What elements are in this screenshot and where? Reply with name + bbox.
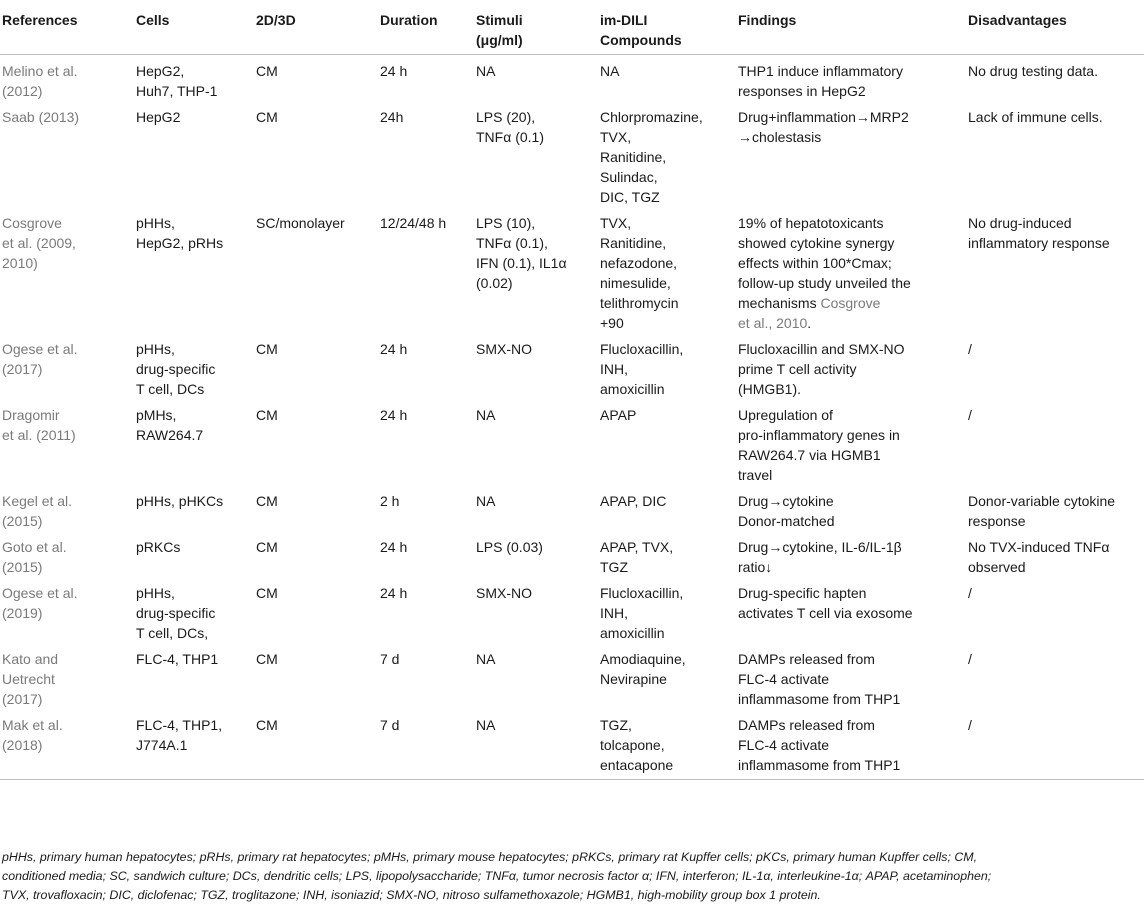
cell-dimension <box>252 336 376 402</box>
cell-text: INH, <box>600 360 628 377</box>
cell-duration <box>376 54 472 104</box>
cell-text: / <box>968 340 972 357</box>
cell-text: Flucloxacillin, <box>600 340 684 357</box>
cell-text: / <box>968 406 972 423</box>
cell-text: DAMPs released from <box>738 716 875 733</box>
cell-disadvantages <box>964 712 1144 780</box>
header-text: Duration <box>380 12 438 28</box>
cell-text: Drug-specific hapten <box>738 584 867 601</box>
cell-duration <box>376 646 472 712</box>
cell-text: drug-specific <box>136 604 216 621</box>
cell-text: Ogese et al. <box>2 584 78 601</box>
cell-stimuli <box>472 646 596 712</box>
cell-references <box>0 54 132 104</box>
cell-text: CM <box>256 108 278 125</box>
cell-text: 24 h <box>380 340 408 357</box>
cell-text: No drug testing data. <box>968 62 1098 79</box>
cell-compounds <box>596 104 734 210</box>
header-text: im-DILI <box>600 12 648 28</box>
column-header-compounds <box>596 0 734 54</box>
cell-text: NA <box>476 406 496 423</box>
cell-text: follow-up study unveiled the <box>738 274 911 291</box>
cell-text: Kato and <box>2 650 59 667</box>
cell-findings <box>734 712 964 780</box>
cell-references <box>0 104 132 210</box>
cell-text: 24 h <box>380 538 408 555</box>
cell-text: inflammatory response <box>968 234 1110 251</box>
cell-dimension <box>252 488 376 534</box>
cell-text: Dragomir <box>2 406 60 423</box>
cell-text: Donor-matched <box>738 512 835 529</box>
column-header-cells <box>132 0 252 54</box>
cell-findings <box>734 402 964 488</box>
cell-duration <box>376 104 472 210</box>
cell-stimuli <box>472 488 596 534</box>
cell-stimuli <box>472 402 596 488</box>
cell-cells <box>132 646 252 712</box>
cell-disadvantages <box>964 646 1144 712</box>
cell-text: Kegel et al. <box>2 492 73 509</box>
cell-text: activates T cell via exosome <box>738 604 913 621</box>
cell-text: inflammasome from THP1 <box>738 690 901 707</box>
cell-text: amoxicillin <box>600 624 665 641</box>
cell-text: 7 d <box>380 650 400 667</box>
cell-text: (2015) <box>2 512 43 529</box>
cell-text: nefazodone, <box>600 254 678 271</box>
cell-findings <box>734 534 964 580</box>
cell-disadvantages <box>964 402 1144 488</box>
cell-cells <box>132 336 252 402</box>
cell-text: 2 h <box>380 492 400 509</box>
cell-text: pHHs, <box>136 214 175 231</box>
cell-text: INH, <box>600 604 628 621</box>
cell-cells <box>132 712 252 780</box>
cell-text: Upregulation of <box>738 406 833 423</box>
cell-text: TNFα (0.1), <box>476 234 548 251</box>
cell-references <box>0 488 132 534</box>
cell-text: TVX, <box>600 128 632 145</box>
cell-text: tolcapone, <box>600 736 665 753</box>
cell-compounds <box>596 210 734 336</box>
cell-compounds <box>596 488 734 534</box>
cell-text: TNFα (0.1) <box>476 128 544 145</box>
cell-text: 12/24/48 h <box>380 214 447 231</box>
cell-duration <box>376 580 472 646</box>
cell-compounds <box>596 534 734 580</box>
table-header-row <box>0 0 1144 54</box>
cell-text: Drug+inflammation→MRP2 <box>738 108 909 125</box>
cell-text: TGZ <box>600 558 628 575</box>
cell-duration <box>376 534 472 580</box>
cell-text: SC/monolayer <box>256 214 345 231</box>
table-row <box>0 712 1144 780</box>
header-text: Cells <box>136 12 170 28</box>
cell-text: 2010) <box>2 254 38 271</box>
cell-disadvantages <box>964 534 1144 580</box>
cell-text: . <box>807 314 812 331</box>
cell-dimension <box>252 534 376 580</box>
cell-text: CM <box>256 716 278 733</box>
cell-cells <box>132 534 252 580</box>
citation-link[interactable]: et al., 2010 <box>738 314 808 331</box>
cell-references <box>0 402 132 488</box>
cell-text: SMX-NO <box>476 584 532 601</box>
cell-text <box>738 313 958 333</box>
cell-text: NA <box>600 62 620 79</box>
cell-text: prime T cell activity <box>738 360 857 377</box>
cell-references <box>0 336 132 402</box>
cell-text: HepG2 <box>136 108 181 125</box>
cell-text: mechanisms <box>738 294 817 311</box>
table-row <box>0 336 1144 402</box>
cell-text: LPS (10), <box>476 214 536 231</box>
cell-cells <box>132 104 252 210</box>
cell-text: TVX, <box>600 214 632 231</box>
cell-text: CM <box>256 62 278 79</box>
cell-text: Ogese et al. <box>2 340 78 357</box>
cell-text: / <box>968 650 972 667</box>
cell-cells <box>132 54 252 104</box>
header-text: Stimuli <box>476 12 523 28</box>
cell-text: (2015) <box>2 558 43 575</box>
cell-text: (0.02) <box>476 274 513 291</box>
cell-text: pHHs, <box>136 340 175 357</box>
cell-text: NA <box>476 492 496 509</box>
cell-text: telithromycin <box>600 294 679 311</box>
footnote-line: pHHs, primary human hepatocytes; pRHs, primary rat hepatocytes; pMHs, primary mouse hepatocytes; pRKCs, primary rat Kupffer cells; pKCs, primary human Kupffer cells; CM, <box>2 850 978 864</box>
cell-duration <box>376 712 472 780</box>
cell-dimension <box>252 210 376 336</box>
table-row <box>0 580 1144 646</box>
cell-text: 24 h <box>380 62 408 79</box>
cell-disadvantages <box>964 54 1144 104</box>
column-header-references <box>0 0 132 54</box>
cell-disadvantages <box>964 580 1144 646</box>
cell-text: CM <box>256 492 278 509</box>
cell-text: TGZ, <box>600 716 632 733</box>
cell-text: Lack of immune cells. <box>968 108 1103 125</box>
header-text: Compounds <box>600 32 682 48</box>
cell-stimuli <box>472 210 596 336</box>
cell-text: (2019) <box>2 604 43 621</box>
cell-findings <box>734 580 964 646</box>
cell-text: J774A.1 <box>136 736 188 753</box>
cell-text: Uetrecht <box>2 670 55 687</box>
cell-text: Melino et al. <box>2 62 78 79</box>
cell-text: CM <box>256 584 278 601</box>
cell-duration <box>376 336 472 402</box>
cell-disadvantages <box>964 210 1144 336</box>
cell-text: 7 d <box>380 716 400 733</box>
cell-text: IFN (0.1), IL1α <box>476 254 567 271</box>
cell-text: et al. (2009, <box>2 234 76 251</box>
cell-text: T cell, DCs, <box>136 624 209 641</box>
cell-findings <box>734 104 964 210</box>
cell-text: / <box>968 584 972 601</box>
cell-findings <box>734 336 964 402</box>
cell-text: +90 <box>600 314 624 331</box>
cell-text: Ranitidine, <box>600 234 667 251</box>
cell-text: 24 h <box>380 406 408 423</box>
cell-text: / <box>968 716 972 733</box>
cell-text: FLC-4 activate <box>738 736 830 753</box>
cell-text: Flucloxacillin and SMX-NO <box>738 340 905 357</box>
cell-cells <box>132 488 252 534</box>
cell-text: entacapone <box>600 756 674 773</box>
cell-text: drug-specific <box>136 360 216 377</box>
cell-stimuli <box>472 104 596 210</box>
cell-text: NA <box>476 650 496 667</box>
cell-dimension <box>252 712 376 780</box>
cell-findings <box>734 646 964 712</box>
header-text: Findings <box>738 12 797 28</box>
header-text: (μg/ml) <box>476 32 523 48</box>
cell-compounds <box>596 54 734 104</box>
cell-text: DAMPs released from <box>738 650 875 667</box>
column-header-disadvantages <box>964 0 1144 54</box>
table-row <box>0 402 1144 488</box>
cell-text: 19% of hepatotoxicants <box>738 214 884 231</box>
cell-text: RAW264.7 <box>136 426 204 443</box>
cell-dimension <box>252 580 376 646</box>
cell-text: observed <box>968 558 1026 575</box>
cell-cells <box>132 210 252 336</box>
cell-disadvantages <box>964 336 1144 402</box>
cell-text: Drug→cytokine, IL-6/IL-1β <box>738 538 902 555</box>
cell-text: (2017) <box>2 360 43 377</box>
cell-text: Nevirapine <box>600 670 667 687</box>
cell-text: THP1 induce inflammatory <box>738 62 903 79</box>
cell-text: NA <box>476 716 496 733</box>
cell-stimuli <box>472 54 596 104</box>
cell-stimuli <box>472 580 596 646</box>
cell-text <box>738 293 958 313</box>
footnote-line: conditioned media; SC, sandwich culture; DCs, dendritic cells; LPS, lipopolysaccharide; TNFα, tumor necrosis factor α; IFN, interferon; IL-1α, interleukine-1α; APAP, acetaminophen; <box>2 869 992 883</box>
cell-text: APAP, DIC <box>600 492 667 509</box>
cell-text: travel <box>738 466 773 483</box>
cell-text: Amodiaquine, <box>600 650 686 667</box>
header-text: 2D/3D <box>256 12 296 28</box>
cell-text: →cholestasis <box>738 128 822 145</box>
column-header-dimension <box>252 0 376 54</box>
column-header-findings <box>734 0 964 54</box>
cell-text: APAP <box>600 406 637 423</box>
cell-text: 24h <box>380 108 404 125</box>
table-row <box>0 646 1144 712</box>
cell-cells <box>132 402 252 488</box>
column-header-duration <box>376 0 472 54</box>
cell-text: nimesulide, <box>600 274 671 291</box>
cell-text: RAW264.7 via HGMB1 <box>738 446 881 463</box>
cell-text: pro-inflammatory genes in <box>738 426 900 443</box>
cell-text: Huh7, THP-1 <box>136 82 218 99</box>
cell-text: Donor-variable cytokine <box>968 492 1116 509</box>
cell-text: Flucloxacillin, <box>600 584 684 601</box>
cell-findings <box>734 54 964 104</box>
column-header-stimuli <box>472 0 596 54</box>
cell-duration <box>376 210 472 336</box>
cell-text: FLC-4, THP1, <box>136 716 223 733</box>
cell-text: (HMGB1). <box>738 380 801 397</box>
cell-text: CM <box>256 406 278 423</box>
table-row <box>0 54 1144 104</box>
cell-compounds <box>596 402 734 488</box>
cell-text: (2012) <box>2 82 43 99</box>
cell-text: CM <box>256 650 278 667</box>
cell-text: CM <box>256 538 278 555</box>
cell-text: effects within 100*Cmax; <box>738 254 892 271</box>
cell-text: (2017) <box>2 690 43 707</box>
cell-text: Sulindac, <box>600 168 658 185</box>
cell-disadvantages <box>964 104 1144 210</box>
cell-references <box>0 210 132 336</box>
cell-text: response <box>968 512 1026 529</box>
cell-text: ratio↓ <box>738 558 773 575</box>
cell-text: Drug→cytokine <box>738 492 834 509</box>
table-row <box>0 210 1144 336</box>
cell-text: showed cytokine synergy <box>738 234 895 251</box>
cell-text: SMX-NO <box>476 340 532 357</box>
cell-dimension <box>252 402 376 488</box>
cell-compounds <box>596 646 734 712</box>
cell-references <box>0 534 132 580</box>
cell-dimension <box>252 54 376 104</box>
cell-text: FLC-4 activate <box>738 670 830 687</box>
cell-text: inflammasome from THP1 <box>738 756 901 773</box>
cell-text: APAP, TVX, <box>600 538 674 555</box>
cell-duration <box>376 488 472 534</box>
cell-compounds <box>596 336 734 402</box>
cell-text: Goto et al. <box>2 538 67 555</box>
table-row <box>0 104 1144 210</box>
cell-text: 24 h <box>380 584 408 601</box>
cell-findings <box>734 210 964 336</box>
cell-text: CM <box>256 340 278 357</box>
cell-findings <box>734 488 964 534</box>
table-row <box>0 534 1144 580</box>
cell-text: pHHs, pHKCs <box>136 492 224 509</box>
table-row <box>0 488 1144 534</box>
cell-stimuli <box>472 534 596 580</box>
cell-text: LPS (0.03) <box>476 538 543 555</box>
header-text: References <box>2 12 78 28</box>
cell-text: pRKCs <box>136 538 181 555</box>
cell-text: HepG2, pRHs <box>136 234 224 251</box>
cell-dimension <box>252 104 376 210</box>
cell-text: HepG2, <box>136 62 185 79</box>
cell-compounds <box>596 580 734 646</box>
cell-text: DIC, TGZ <box>600 188 660 205</box>
cell-text: Saab (2013) <box>2 108 80 125</box>
cell-text: (2018) <box>2 736 43 753</box>
footnote-line: TVX, trovafloxacin; DIC, diclofenac; TGZ, troglitazone; INH, isoniazid; SMX-NO, nitroso sulfamethoxazole; HGMB1, high-mobility group box 1 protein. <box>2 888 821 902</box>
cell-text: FLC-4, THP1 <box>136 650 219 667</box>
header-text: Disadvantages <box>968 12 1067 28</box>
cell-references <box>0 712 132 780</box>
cell-text: Mak et al. <box>2 716 63 733</box>
cell-cells <box>132 580 252 646</box>
cell-text: T cell, DCs <box>136 380 205 397</box>
cell-duration <box>376 402 472 488</box>
cell-text: Ranitidine, <box>600 148 667 165</box>
cell-compounds <box>596 712 734 780</box>
cell-stimuli <box>472 336 596 402</box>
citation-link[interactable]: Cosgrove <box>820 294 881 311</box>
cell-text: amoxicillin <box>600 380 665 397</box>
cell-text: Cosgrove <box>2 214 62 231</box>
cell-stimuli <box>472 712 596 780</box>
cell-references <box>0 646 132 712</box>
cell-text: NA <box>476 62 496 79</box>
table-footnote <box>2 848 1142 905</box>
table-body <box>0 54 1144 779</box>
cell-text: No drug-induced <box>968 214 1072 231</box>
cell-text: et al. (2011) <box>2 426 76 443</box>
cell-text: pMHs, <box>136 406 177 423</box>
cell-text: Chlorpromazine, <box>600 108 703 125</box>
cell-text: LPS (20), <box>476 108 536 125</box>
cell-text: pHHs, <box>136 584 175 601</box>
cell-dimension <box>252 646 376 712</box>
cell-text: responses in HepG2 <box>738 82 866 99</box>
cell-references <box>0 580 132 646</box>
cell-text: No TVX-induced TNFα <box>968 538 1110 555</box>
cell-disadvantages <box>964 488 1144 534</box>
